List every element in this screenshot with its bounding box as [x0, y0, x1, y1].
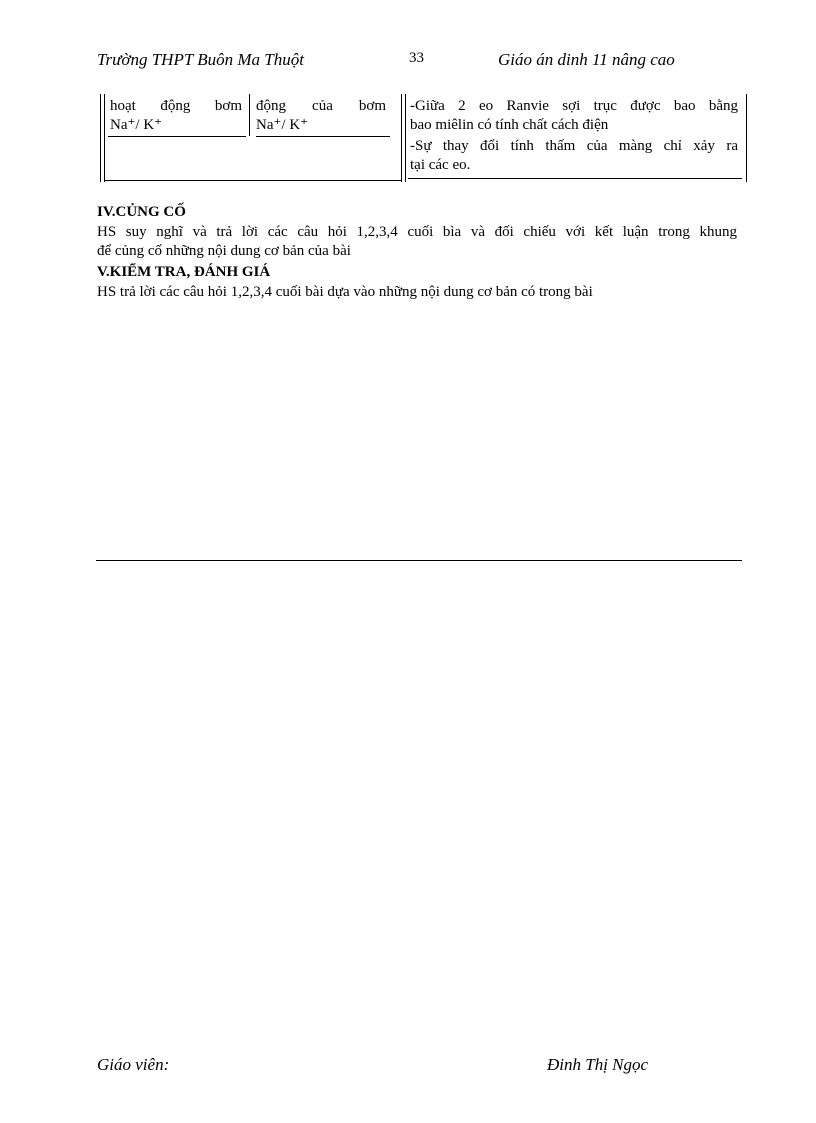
- section-iv-line2: để củng cố những nội dung cơ bản của bài: [97, 243, 351, 259]
- col2-line1: động của bơm: [256, 98, 386, 114]
- table-bottom-left: [104, 180, 401, 181]
- horizontal-divider: [96, 560, 742, 561]
- table-border-right: [746, 94, 747, 182]
- col1-line1: hoạt động bơm: [110, 98, 242, 114]
- col3-underline: [408, 178, 742, 179]
- table-border-left: [100, 94, 101, 182]
- section-v-title: V.KIỂM TRA, ĐÁNH GIÁ: [97, 264, 271, 280]
- table-divider-2: [401, 94, 402, 182]
- col3-line3: -Sự thay đổi tính thấm của màng chỉ xảy ra: [410, 138, 738, 154]
- section-iv-title: IV.CỦNG CỐ: [97, 204, 186, 220]
- col1-line2: Na⁺/ K⁺: [110, 117, 163, 133]
- section-iv-line1: HS suy nghĩ và trả lời các câu hỏi 1,2,3,4 cuối bìa và đối chiếu với kết luận trong khung: [97, 224, 737, 240]
- col1-underline: [108, 136, 246, 137]
- page-number: 33: [409, 50, 424, 66]
- col2-line2: Na⁺/ K⁺: [256, 117, 309, 133]
- content-table: [100, 94, 747, 182]
- header-school: Trường THPT Buôn Ma Thuột: [97, 50, 304, 69]
- col3-line4: tại các eo.: [410, 157, 471, 173]
- table-divider-1: [249, 94, 250, 136]
- col3-line2: bao miêlin có tính chất cách điện: [410, 117, 609, 133]
- table-divider-3: [405, 94, 406, 182]
- footer-teacher-name: Đinh Thị Ngọc: [547, 1055, 649, 1074]
- section-v-line1: HS trả lời các câu hỏi 1,2,3,4 cuối bài dựa vào những nội dung cơ bản có trong bài: [97, 284, 593, 300]
- col3-line1: -Giữa 2 eo Ranvie sợi trục được bao bằng: [410, 98, 738, 114]
- col2-underline: [256, 136, 390, 137]
- header-course: Giáo án dinh 11 nâng cao: [498, 50, 675, 69]
- table-border-left-inner: [104, 94, 105, 182]
- footer-teacher-label: Giáo viên:: [97, 1055, 170, 1074]
